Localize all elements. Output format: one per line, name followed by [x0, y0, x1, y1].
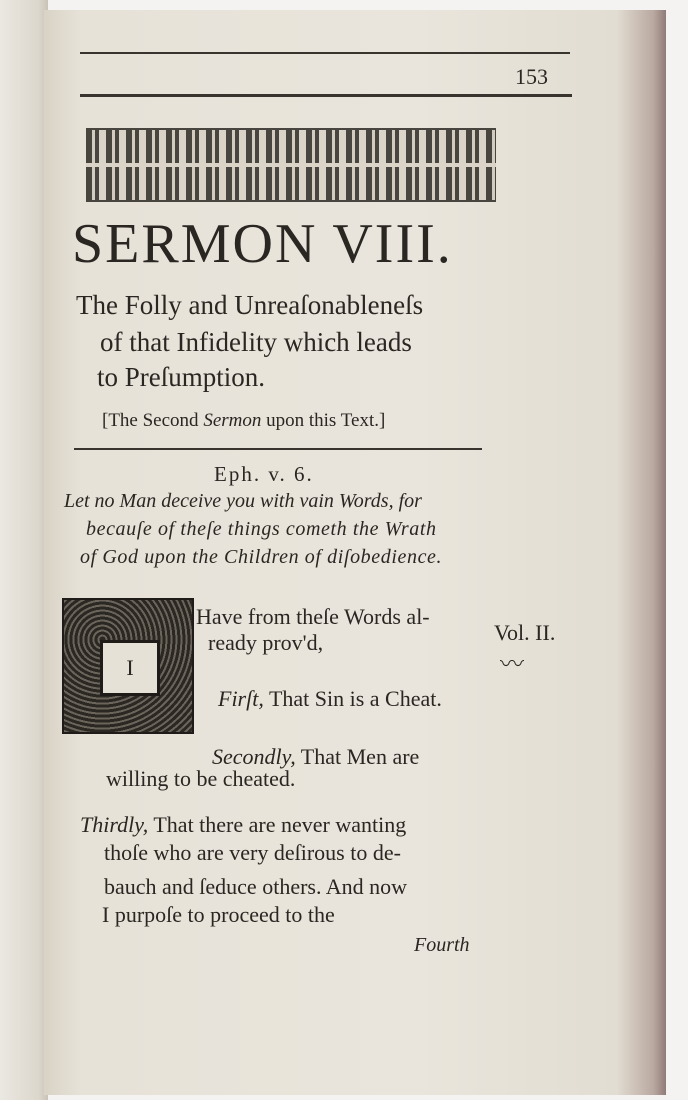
body-line: Have from theſe Words al- — [196, 604, 430, 629]
catchword: Fourth — [414, 934, 470, 956]
subtitle-line: of that Infidelity which leads — [100, 327, 412, 357]
body-line: ready prov'd, — [208, 630, 324, 655]
section-rule — [74, 448, 482, 450]
drop-cap — [62, 598, 194, 734]
margin-note: Vol. II. — [494, 620, 556, 645]
scripture-reference: Eph. v. 6. — [214, 462, 314, 486]
top-rule — [80, 52, 570, 54]
ornamental-headpiece — [86, 128, 496, 202]
subtitle-line: to Preſumption. — [97, 362, 265, 392]
margin-flourish-icon: 〰 — [500, 652, 524, 678]
subtitle-line: The Folly and Unreaſonableneſs — [76, 290, 424, 320]
body-line: thoſe who are very deſirous to de- — [104, 840, 401, 865]
body-line: Firſt, That Sin is a Cheat. — [218, 686, 442, 711]
text-note: [The Second Sermon upon this Text.] — [102, 410, 386, 431]
body-line: I purpoſe to proceed to the — [102, 902, 335, 927]
scripture-line: Let no Man deceive you with vain Words, for — [64, 490, 422, 512]
header-rule — [80, 94, 572, 97]
scripture-line: of God upon the Children of diſobedience. — [80, 546, 443, 568]
page-number: 153 — [515, 64, 548, 89]
facing-page — [0, 0, 48, 1100]
body-line: bauch and ſeduce others. And now — [104, 874, 408, 899]
body-line: Thirdly, That there are never wanting — [80, 812, 407, 837]
body-line: Secondly, That Men are — [212, 744, 420, 769]
body-line: willing to be cheated. — [106, 766, 296, 791]
scripture-line: becauſe of theſe things cometh the Wrath — [86, 518, 437, 540]
sermon-heading: SERMON VIII. — [72, 213, 453, 275]
drop-cap-letter: I — [100, 640, 160, 696]
